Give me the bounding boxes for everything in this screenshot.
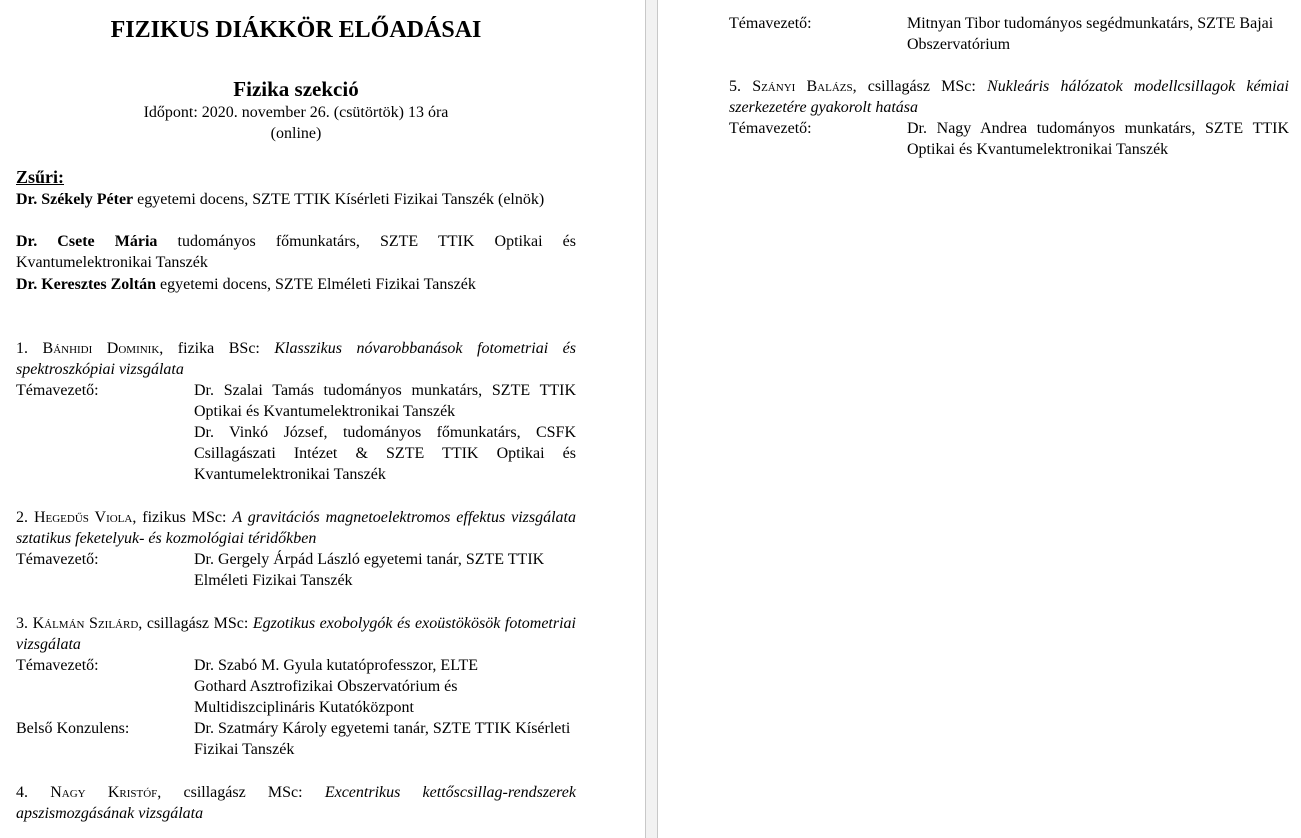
page-gap bbox=[645, 0, 658, 838]
talk-entry bbox=[729, 76, 1289, 118]
supervisor-label: Témavezető: bbox=[16, 551, 99, 568]
jury-member bbox=[16, 189, 576, 210]
consultant-value: Dr. Szatmáry Károly egyetemi tanár, SZTE TTIK Kísérleti Fizikai Tanszék bbox=[194, 720, 571, 758]
talk-number: 3. bbox=[16, 615, 28, 632]
talk-speaker: Hegedűs Viola bbox=[33, 509, 133, 526]
supervisor-label: Témavezető: bbox=[729, 15, 812, 32]
talk-degree: , fizikus MSc: bbox=[132, 509, 233, 526]
consultant-label: Belső Konzulens: bbox=[16, 720, 130, 737]
jury-heading: Zsűri: bbox=[16, 167, 65, 187]
jury-member bbox=[16, 231, 576, 273]
section-title: Fizika szekció bbox=[233, 77, 359, 101]
document-page-right bbox=[658, 0, 1301, 838]
supervisor-value: Dr. Nagy Andrea tudományos munkatárs, SZTE TTIK Optikai és Kvantumelektronikai Tanszék bbox=[907, 120, 1289, 158]
talk-speaker: Bánhidi Dominik bbox=[42, 340, 160, 357]
talk-title: Klasszikus nóvarobbanások fotometriai és spektroszkópiai vizsgálata bbox=[16, 340, 576, 378]
supervisor-value: Mitnyan Tibor tudományos segédmunkatárs, SZTE Bajai Obszervatórium bbox=[907, 15, 1274, 53]
talk-entry bbox=[16, 338, 576, 380]
jury-member-name: Dr. Székely Péter bbox=[16, 191, 134, 208]
time-line: Időpont: 2020. november 26. (csütörtök) 13 óra bbox=[143, 104, 449, 121]
document-page-left bbox=[0, 0, 645, 838]
talk-title: Nukleáris hálózatok modellcsillagok kémiai szerkezetére gyakorolt hatása bbox=[729, 78, 1290, 116]
talk-speaker: Nagy Kristóf bbox=[50, 784, 158, 801]
talk-degree: , fizika BSc: bbox=[159, 340, 275, 357]
jury-member-role: egyetemi docens, SZTE Elméleti Fizikai Tanszék bbox=[155, 276, 476, 293]
talk-title: Excentrikus kettőscsillag-rendszerek apszismozgásának vizsgálata bbox=[16, 784, 576, 822]
talk-title: A gravitációs magnetoelektromos effektus vizsgálata sztatikus feketelyuk- és kozmológiai téridőkben bbox=[16, 509, 576, 547]
talk-number: 5. bbox=[729, 78, 741, 95]
talk-entry bbox=[16, 782, 576, 824]
talk-number: 2. bbox=[16, 509, 28, 526]
supervisor-value: Dr. Szabó M. Gyula kutatóprofesszor, ELTE Gothard Asztrofizikai Obszervatórium és Multidiszciplináris Kutatóközpont bbox=[194, 657, 479, 716]
supervisor-value: Dr. Szalai Tamás tudományos munkatárs, SZTE TTIK Optikai és Kvantumelektronikai Tanszék bbox=[194, 382, 576, 420]
document-title: FIZIKUS DIÁKKÖR ELŐADÁSAI bbox=[110, 17, 482, 43]
talk-title: Egzotikus exobolygók és exoüstökösök fotometriai vizsgálata bbox=[16, 615, 576, 653]
talk-entry bbox=[16, 507, 576, 549]
talk-speaker: Kálmán Szilárd bbox=[32, 615, 139, 632]
talk-speaker: Szányi Balázs bbox=[752, 78, 853, 95]
supervisor-value: Dr. Gergely Árpád László egyetemi tanár, SZTE TTIK Elméleti Fizikai Tanszék bbox=[194, 551, 545, 589]
talk-degree: , csillagász MSc: bbox=[138, 615, 253, 632]
supervisor-label: Témavezető: bbox=[16, 382, 99, 399]
talk-degree: , csillagász MSc: bbox=[852, 78, 988, 95]
jury-member-role: tudományos főmunkatárs, SZTE TTIK Optikai és Kvantumelektronikai Tanszék bbox=[16, 233, 576, 271]
supervisor-label: Témavezető: bbox=[16, 657, 99, 674]
mode-line: (online) bbox=[270, 125, 322, 142]
supervisor-label: Témavezető: bbox=[729, 120, 812, 137]
talk-entry bbox=[16, 613, 576, 655]
jury-member-name: Dr. Keresztes Zoltán bbox=[16, 276, 156, 293]
jury-member-name: Dr. Csete Mária bbox=[16, 233, 158, 250]
jury-member bbox=[16, 274, 576, 295]
jury-member-role: egyetemi docens, SZTE TTIK Kísérleti Fizikai Tanszék (elnök) bbox=[133, 191, 545, 208]
talk-degree: , csillagász MSc: bbox=[157, 784, 325, 801]
supervisor-value: Dr. Vinkó József, tudományos főmunkatárs, CSFK Csillagászati Intézet & SZTE TTIK Optikai és Kvantumelektronikai Tanszék bbox=[194, 424, 576, 483]
talk-number: 4. bbox=[16, 784, 28, 801]
talk-number: 1. bbox=[16, 340, 28, 357]
